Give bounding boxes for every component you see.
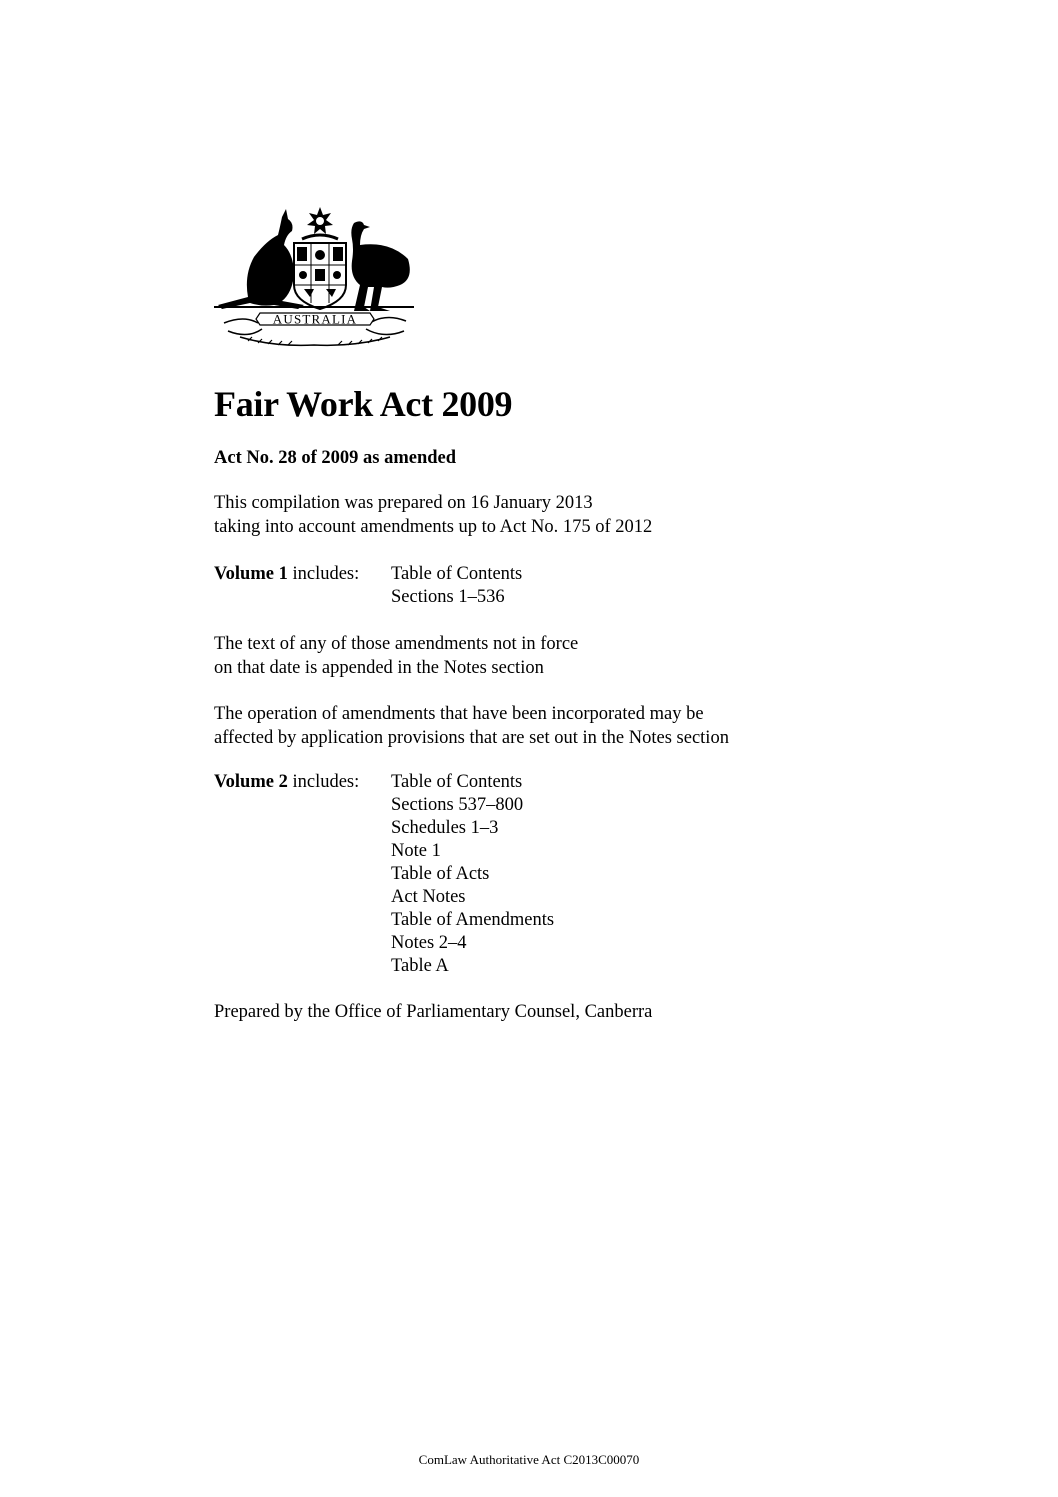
volume-1-label: Volume 1 includes: xyxy=(214,564,360,584)
coat-of-arms-logo xyxy=(214,205,414,355)
compilation-line-1: This compilation was prepared on 16 January 2013 xyxy=(214,493,593,513)
operation-note xyxy=(214,702,729,750)
document-title: Fair Work Act 2009 xyxy=(214,384,513,424)
list-item: Schedules 1–3 xyxy=(391,818,499,838)
page-footer: ComLaw Authoritative Act C2013C00070 xyxy=(418,1452,640,1467)
list-item: Act Notes xyxy=(391,887,466,907)
operation-line-1: The operation of amendments that have been incorporated may be xyxy=(214,704,704,724)
list-item: Sections 1–536 xyxy=(391,587,505,607)
compilation-line-2: taking into account amendments up to Act No. 175 of 2012 xyxy=(214,517,653,537)
not-in-force-line-2: on that date is appended in the Notes section xyxy=(214,658,544,678)
operation-line-2: affected by application provisions that are set out in the Notes section xyxy=(214,728,729,748)
prepared-by: Prepared by the Office of Parliamentary Counsel, Canberra xyxy=(214,1002,653,1022)
list-item: Table of Contents xyxy=(391,564,523,584)
list-item: Table A xyxy=(391,956,449,976)
act-number: Act No. 28 of 2009 as amended xyxy=(214,448,457,468)
kangaroo-icon xyxy=(218,209,304,309)
not-in-force-line-1: The text of any of those amendments not in force xyxy=(214,634,579,654)
crest-motto: AUSTRALIA xyxy=(272,311,358,327)
volume-1-list xyxy=(391,563,522,609)
list-item: Notes 2–4 xyxy=(391,933,467,953)
volume-2-label: Volume 2 includes: xyxy=(214,772,360,792)
compilation-note xyxy=(214,491,652,539)
list-item: Sections 537–800 xyxy=(391,795,524,815)
list-item: Table of Amendments xyxy=(391,910,555,930)
list-item: Table of Acts xyxy=(391,864,490,884)
list-item: Note 1 xyxy=(391,841,441,861)
list-item: Table of Contents xyxy=(391,772,523,792)
volume-2-list xyxy=(391,771,554,978)
emu-icon xyxy=(351,221,409,311)
not-in-force-note xyxy=(214,632,578,680)
